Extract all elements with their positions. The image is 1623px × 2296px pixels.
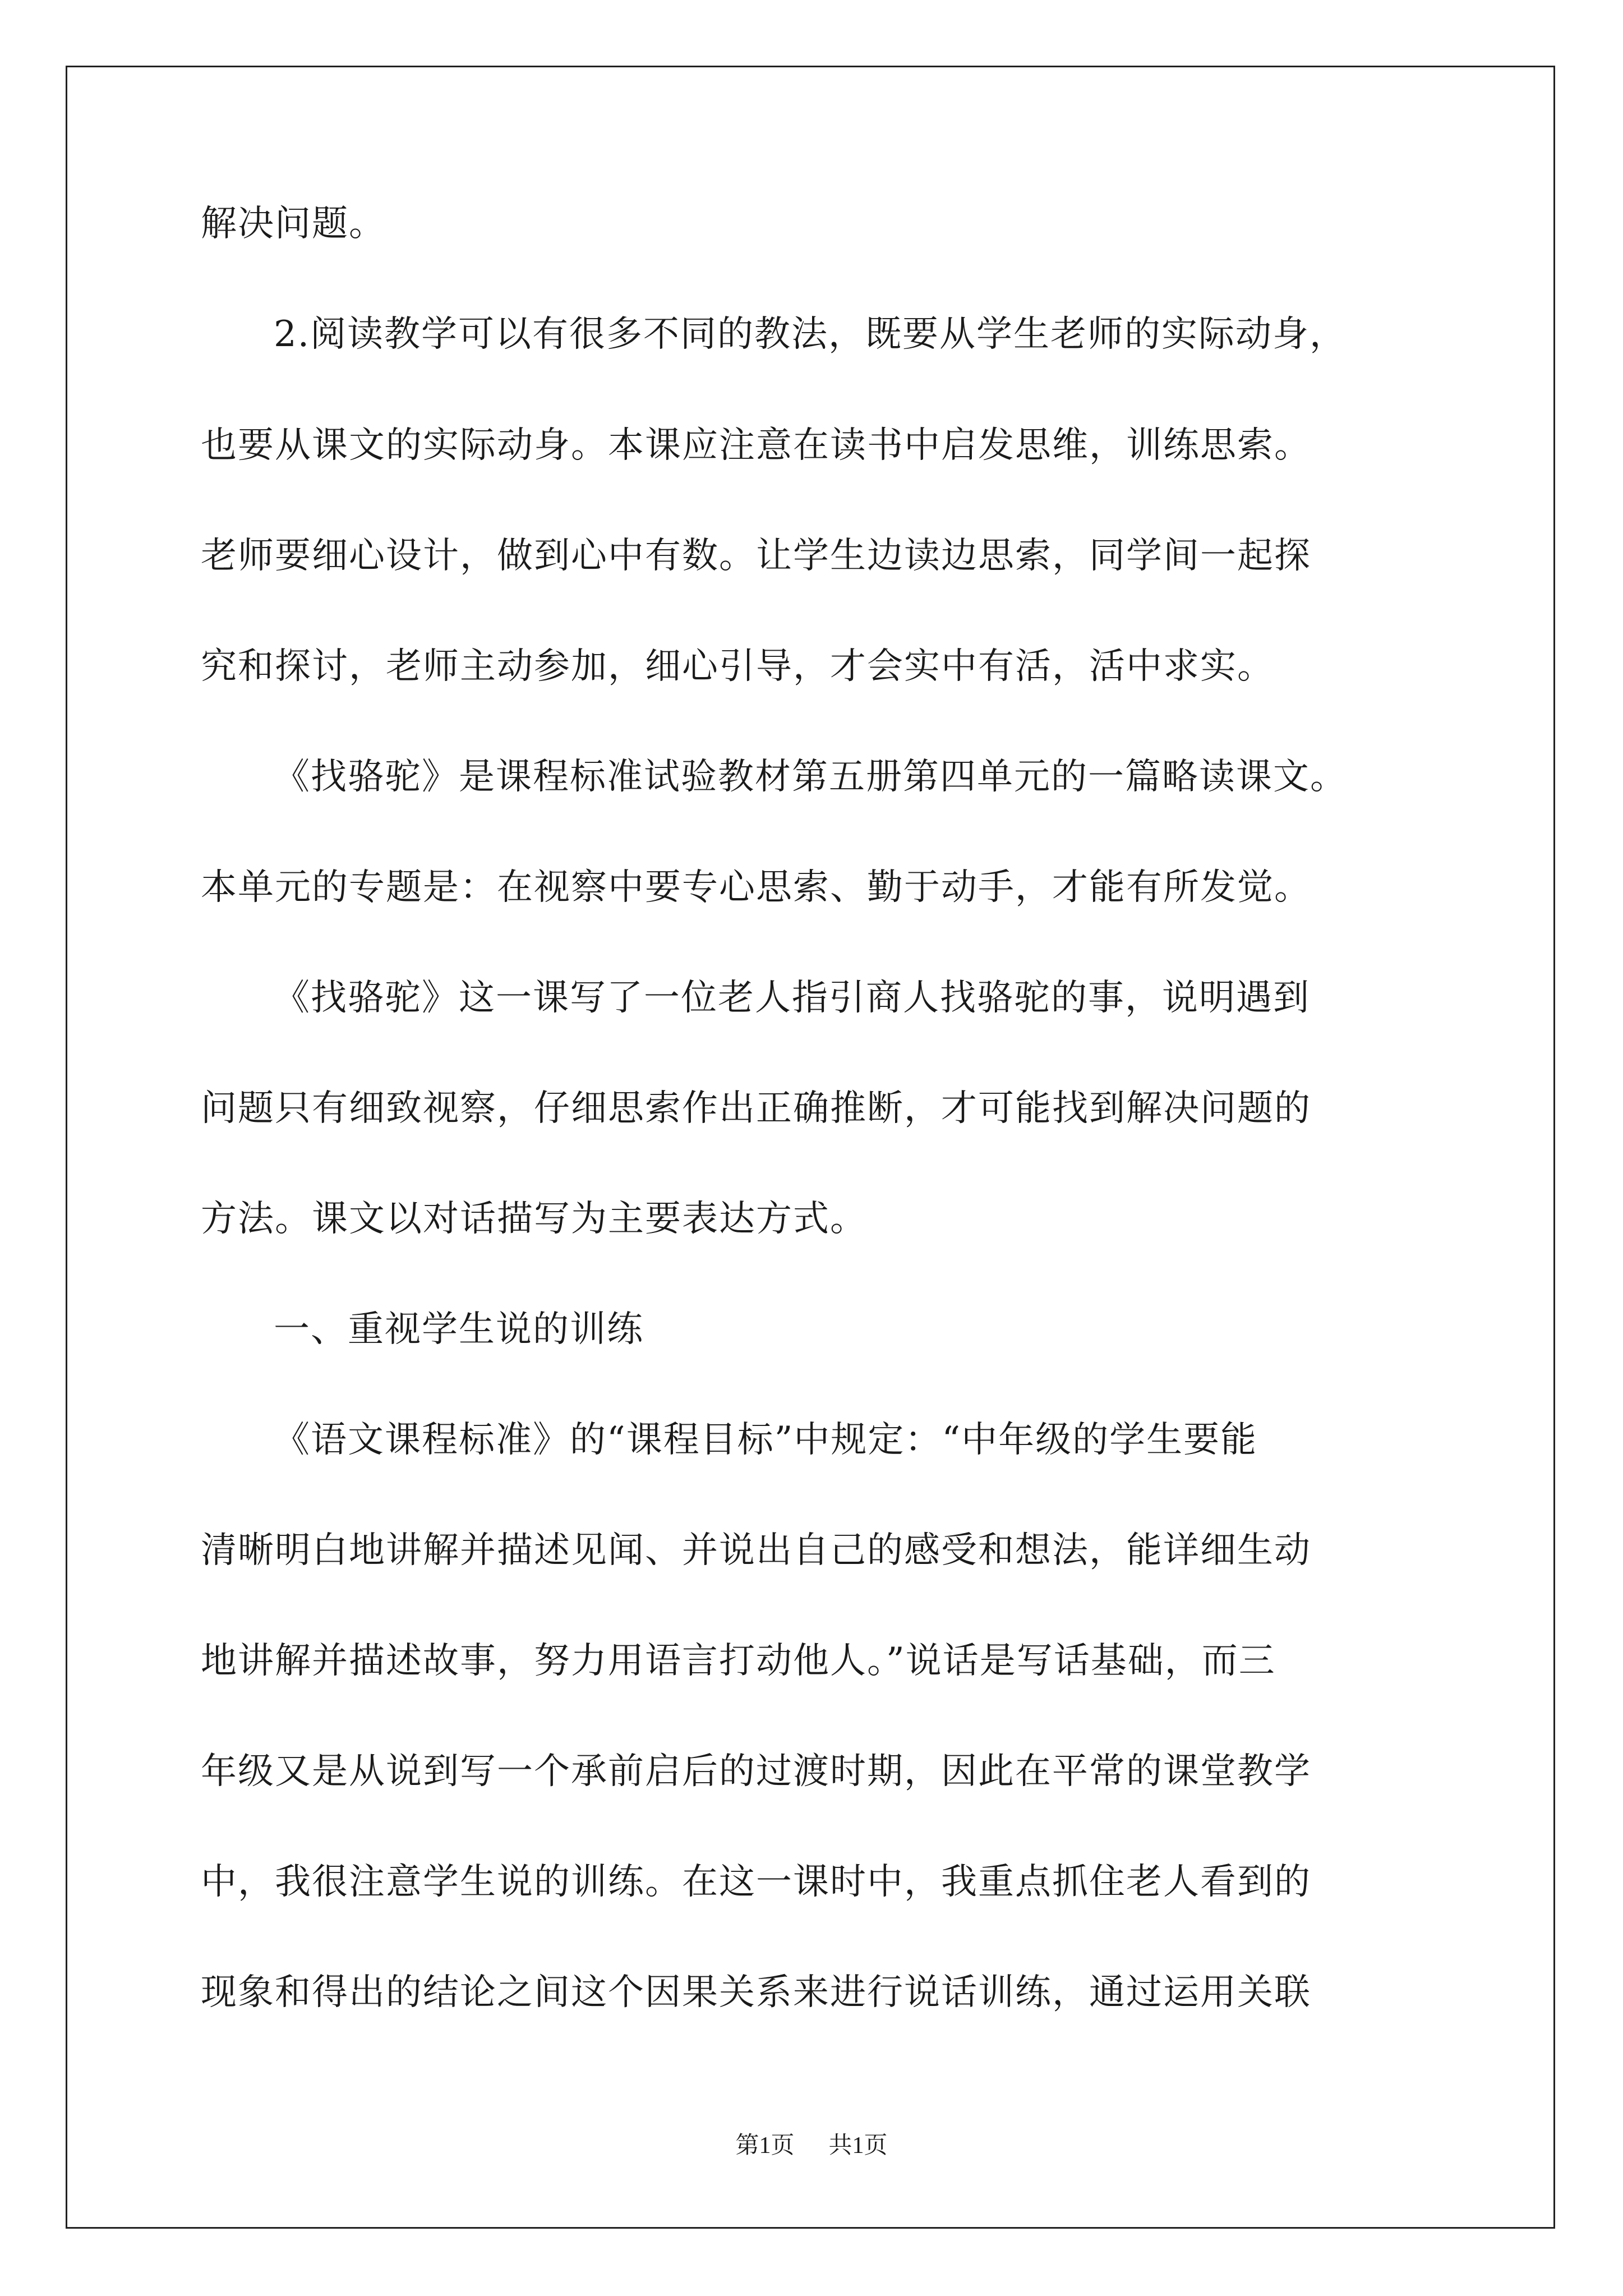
text-line: 地讲解并描述故事，努力用语言打动他人。”说话是写话基础，而三 — [201, 1640, 1276, 1682]
paragraph-line: 《找骆驼》是课程标准试验教材第五册第四单元的一篇略读课文。 — [274, 756, 1347, 798]
paragraph-line: 2.阅读教学可以有很多不同的教法，既要从学生老师的实际动身， — [274, 314, 1347, 355]
text-line: 现象和得出的结论之间这个因果关系来进行说话训练，通过运用关联 — [201, 1972, 1311, 2013]
text-line: 问题只有细致视察，仔细思索作出正确推断，才可能找到解决问题的 — [201, 1088, 1311, 1129]
section-heading: 一、重视学生说的训练 — [274, 1309, 644, 1350]
paragraph-line: 《找骆驼》这一课写了一位老人指引商人找骆驼的事，说明遇到 — [274, 977, 1310, 1019]
text-line: 方法。课文以对话描写为主要表达方式。 — [201, 1198, 867, 1240]
text-line: 老师要细心设计，做到心中有数。让学生边读边思索，同学间一起探 — [201, 535, 1311, 577]
text-line: 年级又是从说到写一个承前启后的过渡时期，因此在平常的课堂教学 — [201, 1751, 1311, 1792]
page-footer — [0, 2129, 1623, 2162]
page-border — [66, 66, 1555, 2229]
text-line: 本单元的专题是：在视察中要专心思索、勤于动手，才能有所发觉。 — [201, 867, 1311, 908]
text-line: 清晰明白地讲解并描述见闻、并说出自己的感受和想法，能详细生动 — [201, 1530, 1311, 1571]
text-line: 解决问题。 — [201, 203, 386, 245]
text-line: 也要从课文的实际动身。本课应注意在读书中启发思维，训练思索。 — [201, 425, 1311, 466]
text-line: 中，我很注意学生说的训练。在这一课时中，我重点抓住老人看到的 — [201, 1861, 1311, 1903]
page-total: 共1页 — [828, 2133, 888, 2159]
text-line: 究和探讨，老师主动参加，细心引导，才会实中有活，活中求实。 — [201, 646, 1274, 687]
page-number: 第1页 — [735, 2133, 795, 2159]
paragraph-line: 《语文课程标准》的“课程目标”中规定：“中年级的学生要能 — [274, 1419, 1258, 1461]
